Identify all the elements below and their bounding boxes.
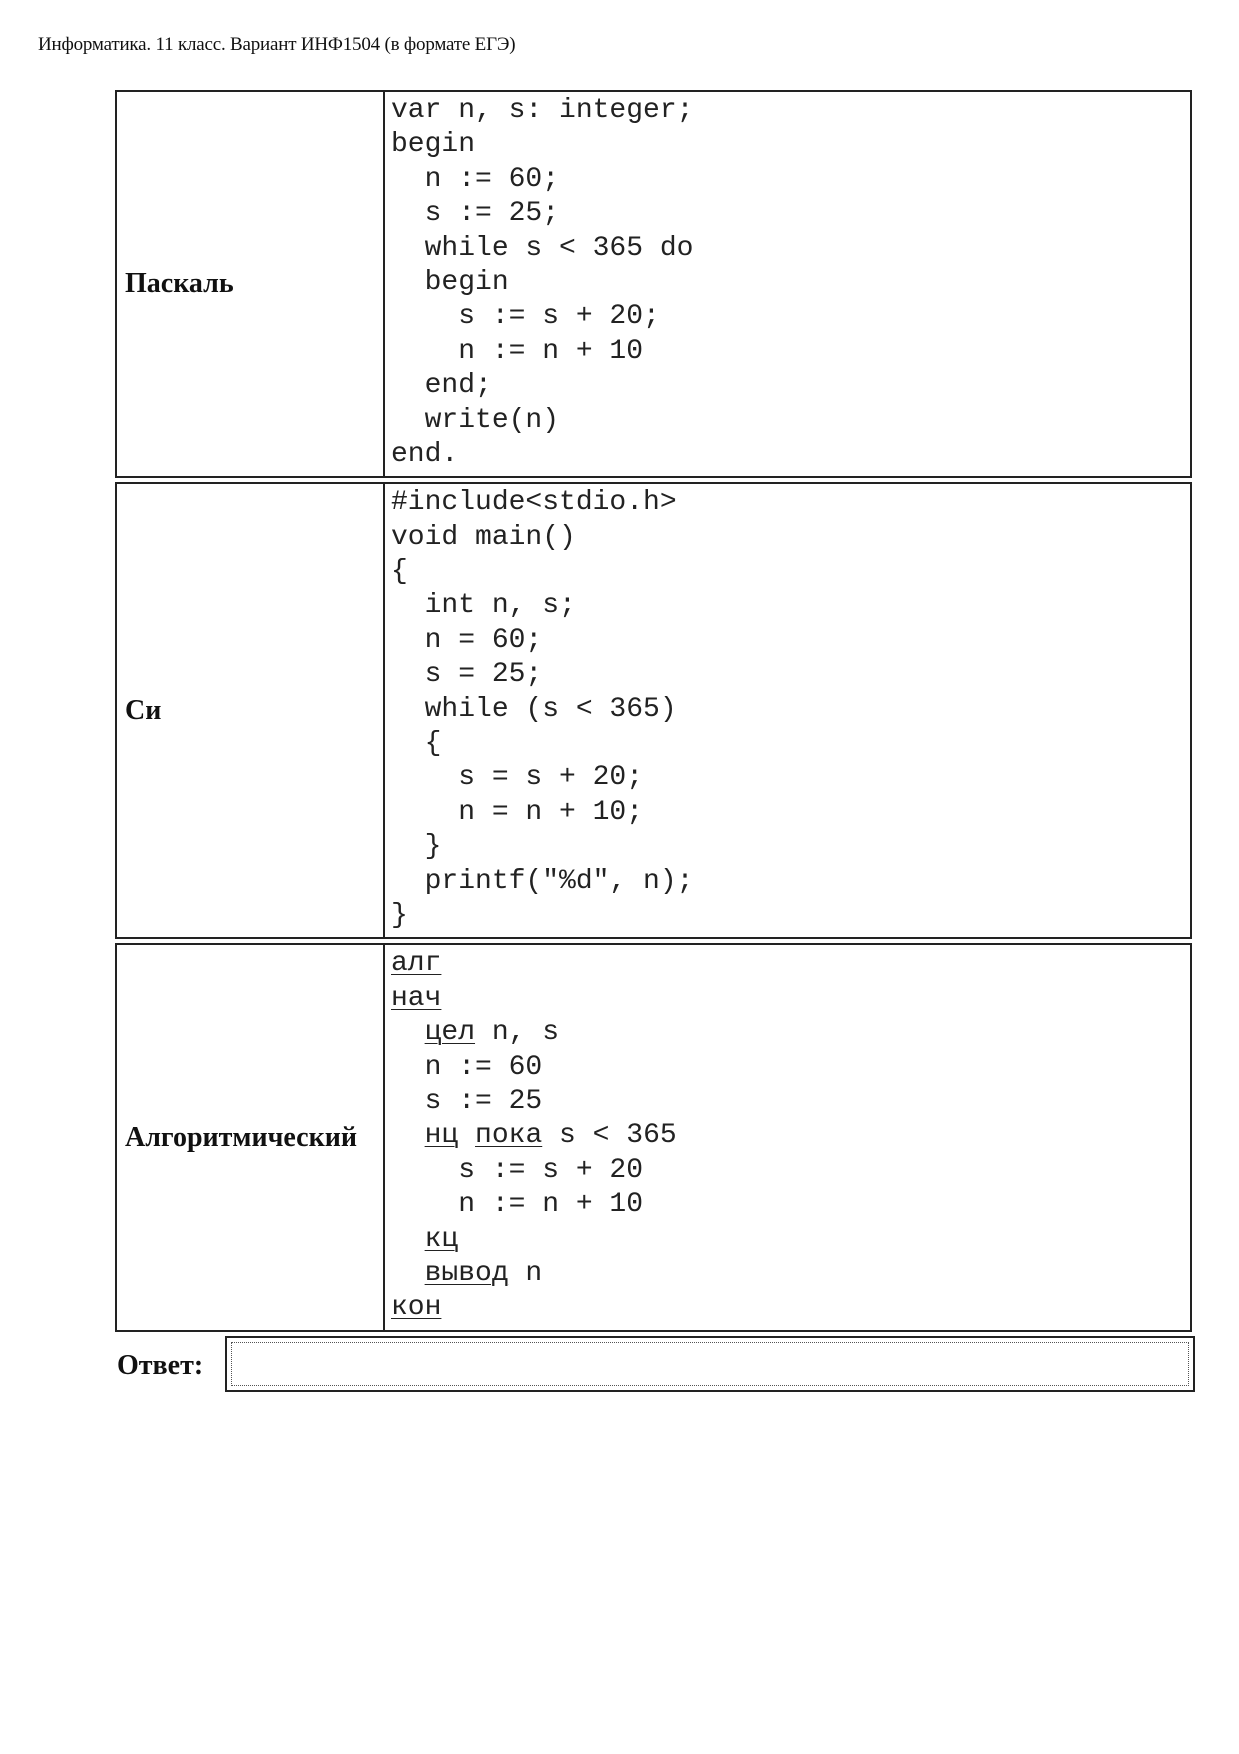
code-keyword: кон: [391, 1292, 442, 1324]
code-line: [391, 1257, 1190, 1291]
code-line: while s < 365 do: [391, 232, 694, 264]
pascal-row: [115, 90, 1192, 478]
page-header: Информатика. 11 класс. Вариант ИНФ1504 (в формате ЕГЭ): [38, 34, 516, 55]
code-line: [391, 1016, 1190, 1050]
code-keyword: нач: [391, 982, 442, 1014]
code-text: [391, 1224, 425, 1255]
code-line: begin: [391, 129, 476, 161]
code-keyword: нц: [424, 1120, 459, 1152]
answer-label: Ответ:: [117, 1350, 204, 1381]
code-text: n := 60: [391, 1051, 543, 1083]
pascal-language-label: Паскаль: [117, 92, 385, 476]
code-line: }: [391, 831, 442, 863]
code-line: [391, 1119, 1190, 1153]
code-line: }: [391, 899, 408, 931]
code-line: n = n + 10;: [391, 796, 644, 828]
code-keyword: пока: [475, 1120, 543, 1152]
code-line: s = s + 20;: [391, 762, 644, 794]
algorithmic-language-label: Алгоритмический: [117, 945, 385, 1329]
code-line: write(n): [391, 404, 560, 436]
c-row: [115, 482, 1192, 939]
code-line: [391, 1085, 1190, 1119]
answer-box[interactable]: [225, 1336, 1195, 1392]
code-text: s := s + 20: [391, 1154, 644, 1186]
code-keyword: алг: [391, 948, 442, 980]
code-text: n, s: [475, 1017, 560, 1049]
code-line: [391, 1154, 1190, 1188]
c-code: [385, 484, 1190, 937]
code-keyword: кц: [424, 1223, 459, 1255]
code-line: while (s < 365): [391, 693, 677, 725]
code-line: void main(): [391, 521, 576, 553]
pascal-code: [385, 92, 1190, 476]
code-line: {: [391, 556, 408, 588]
code-text: s := 25: [391, 1085, 543, 1117]
code-text: n := n + 10: [391, 1189, 644, 1221]
algorithmic-code: [385, 945, 1190, 1329]
code-keyword: цел: [424, 1017, 476, 1049]
code-line: n := n + 10: [391, 335, 644, 367]
code-line: var n, s: integer;: [391, 95, 694, 126]
answer-input[interactable]: [231, 1342, 1189, 1386]
code-line: s := 25;: [391, 198, 560, 230]
code-line: [391, 947, 1190, 981]
code-text: n: [508, 1257, 543, 1289]
code-line: n = 60;: [391, 624, 543, 656]
code-line: [391, 1051, 1190, 1085]
code-line: end;: [391, 370, 492, 402]
code-line: printf("%d", n);: [391, 865, 694, 897]
code-line: [391, 982, 1190, 1016]
code-line: [391, 1291, 1190, 1325]
code-line: n := 60;: [391, 163, 560, 195]
code-text: s < 365: [542, 1120, 677, 1152]
answer-block: [117, 1336, 1195, 1392]
code-line: s := s + 20;: [391, 301, 660, 333]
code-line: #include<stdio.h>: [391, 487, 677, 519]
code-line: [391, 1188, 1190, 1222]
code-line: end.: [391, 438, 459, 470]
code-text: [391, 1120, 425, 1151]
code-line: begin: [391, 266, 509, 298]
code-line: {: [391, 728, 442, 760]
program-table: [115, 90, 1192, 1336]
code-line: [391, 1223, 1190, 1257]
code-line: int n, s;: [391, 590, 576, 622]
c-language-label: Си: [117, 484, 385, 937]
code-text: [391, 1017, 425, 1048]
code-text: [391, 1258, 425, 1289]
algorithmic-row: [115, 943, 1192, 1331]
code-text: [458, 1120, 475, 1151]
code-line: s = 25;: [391, 659, 543, 691]
code-keyword: вывод: [424, 1257, 509, 1289]
